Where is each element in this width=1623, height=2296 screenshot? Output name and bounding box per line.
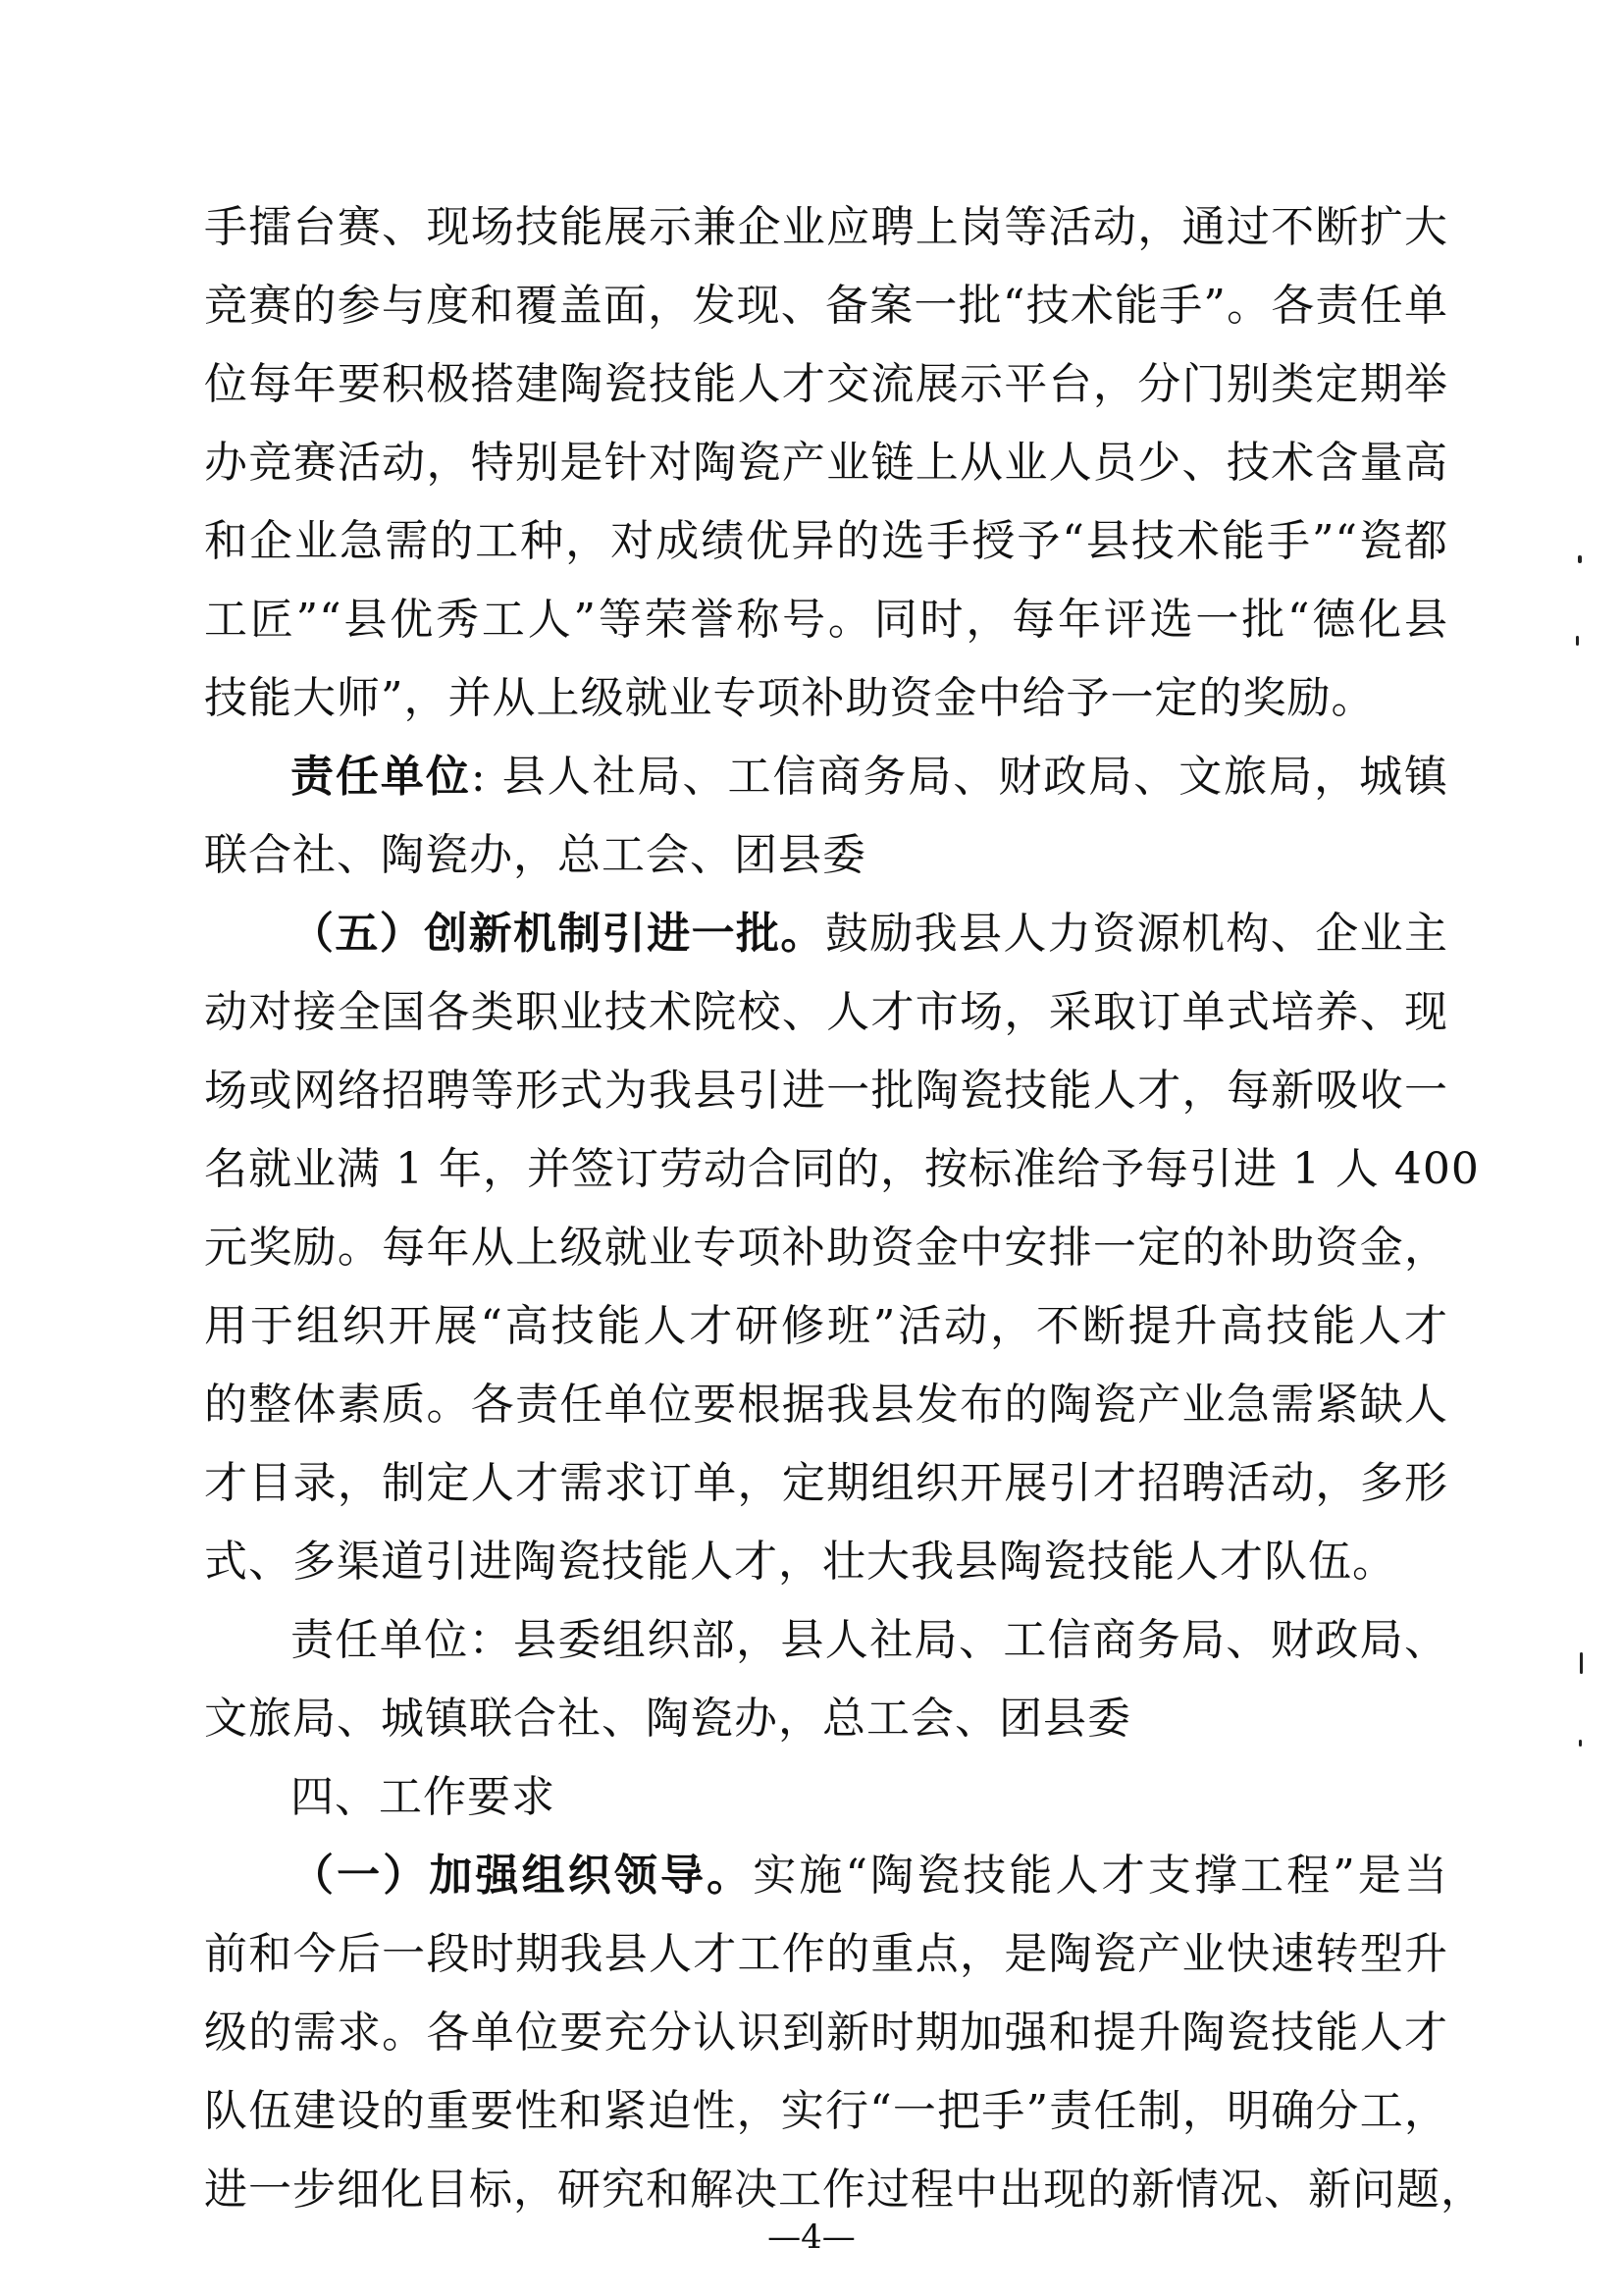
body-line: 技能大师”，并从上级就业专项补助资金中给予一定的奖励。 bbox=[204, 673, 1376, 723]
section-heading: （五）创新机制引进一批。 bbox=[290, 909, 825, 959]
responsibility-line: 责任单位：县委组织部，县人社局、工信商务局、财政局、 bbox=[290, 1615, 1448, 1665]
section-heading: （一）加强组织领导。 bbox=[290, 1851, 754, 1901]
body-line: 竞赛的参与度和覆盖面，发现、备案一批“技术能手”。各责任单 bbox=[204, 281, 1448, 331]
body-line: 和企业急需的工种，对成绩优异的选手授予“县技术能手”“瓷都 bbox=[204, 516, 1448, 566]
section-heading-line bbox=[204, 1837, 1448, 1915]
responsibility-line: 联合社、陶瓷办，总工会、团县委 bbox=[204, 830, 866, 880]
body-line: 级的需求。各单位要充分认识到新时期加强和提升陶瓷技能人才 bbox=[204, 2008, 1448, 2058]
section-heading-line bbox=[204, 895, 1448, 973]
body-line: 用于组织开展“高技能人才研修班”活动，不断提升高技能人才 bbox=[204, 1301, 1448, 1351]
responsibility-line: 文旅局、城镇联合社、陶瓷办，总工会、团县委 bbox=[204, 1694, 1131, 1744]
body-line: 元奖励。每年从上级就业专项补助资金中安排一定的补助资金， bbox=[204, 1223, 1448, 1273]
part-heading: 四、工作要求 bbox=[290, 1772, 555, 1822]
body-line: 位每年要积极搭建陶瓷技能人才交流展示平台，分门别类定期举 bbox=[204, 359, 1448, 409]
body-line: 进一步细化目标，研究和解决工作过程中出现的新情况、新问题， bbox=[204, 2165, 1485, 2215]
body-line: 队伍建设的重要性和紧迫性，实行“一把手”责任制，明确分工， bbox=[204, 2086, 1448, 2136]
body-line: 才目录，制定人才需求订单，定期组织开展引才招聘活动，多形 bbox=[204, 1458, 1448, 1508]
body-line: 前和今后一段时期我县人才工作的重点，是陶瓷产业快速转型升 bbox=[204, 1929, 1448, 1979]
body-line: 式、多渠道引进陶瓷技能人才，壮大我县陶瓷技能人才队伍。 bbox=[204, 1537, 1396, 1587]
body-line: 名就业满 1 年，并签订劳动合同的，按标准给予每引进 1 人 400 bbox=[204, 1144, 1480, 1194]
body-line: 场或网络招聘等形式为我县引进一批陶瓷技能人才，每新吸收一 bbox=[204, 1066, 1448, 1116]
scan-speck bbox=[1578, 555, 1582, 563]
scan-speck bbox=[1579, 1740, 1582, 1747]
section-text: 实施“陶瓷技能人才支撑工程”是当 bbox=[753, 1851, 1448, 1901]
body-line: 的整体素质。各责任单位要根据我县发布的陶瓷产业急需紧缺人 bbox=[204, 1380, 1448, 1430]
responsibility-line bbox=[204, 738, 1448, 816]
responsibility-units: : 县人社局、工信商务局、财政局、文旅局，城镇 bbox=[470, 752, 1449, 802]
body-line: 工匠”“县优秀工人”等荣誉称号。同时，每年评选一批“德化县 bbox=[204, 595, 1448, 645]
section-text: 鼓励我县人力资源机构、企业主 bbox=[824, 909, 1449, 959]
scan-speck bbox=[1580, 1652, 1583, 1674]
document-body bbox=[204, 188, 1485, 2229]
page-number: —4— bbox=[767, 2218, 856, 2257]
responsibility-label: 责任单位 bbox=[290, 752, 471, 802]
body-line: 动对接全国各类职业技术院校、人才市场，采取订单式培养、现 bbox=[204, 987, 1448, 1037]
body-line: 手擂台赛、现场技能展示兼企业应聘上岗等活动，通过不断扩大 bbox=[204, 202, 1448, 252]
body-line: 办竞赛活动，特别是针对陶瓷产业链上从业人员少、技术含量高 bbox=[204, 438, 1448, 488]
scan-speck bbox=[1576, 636, 1579, 646]
